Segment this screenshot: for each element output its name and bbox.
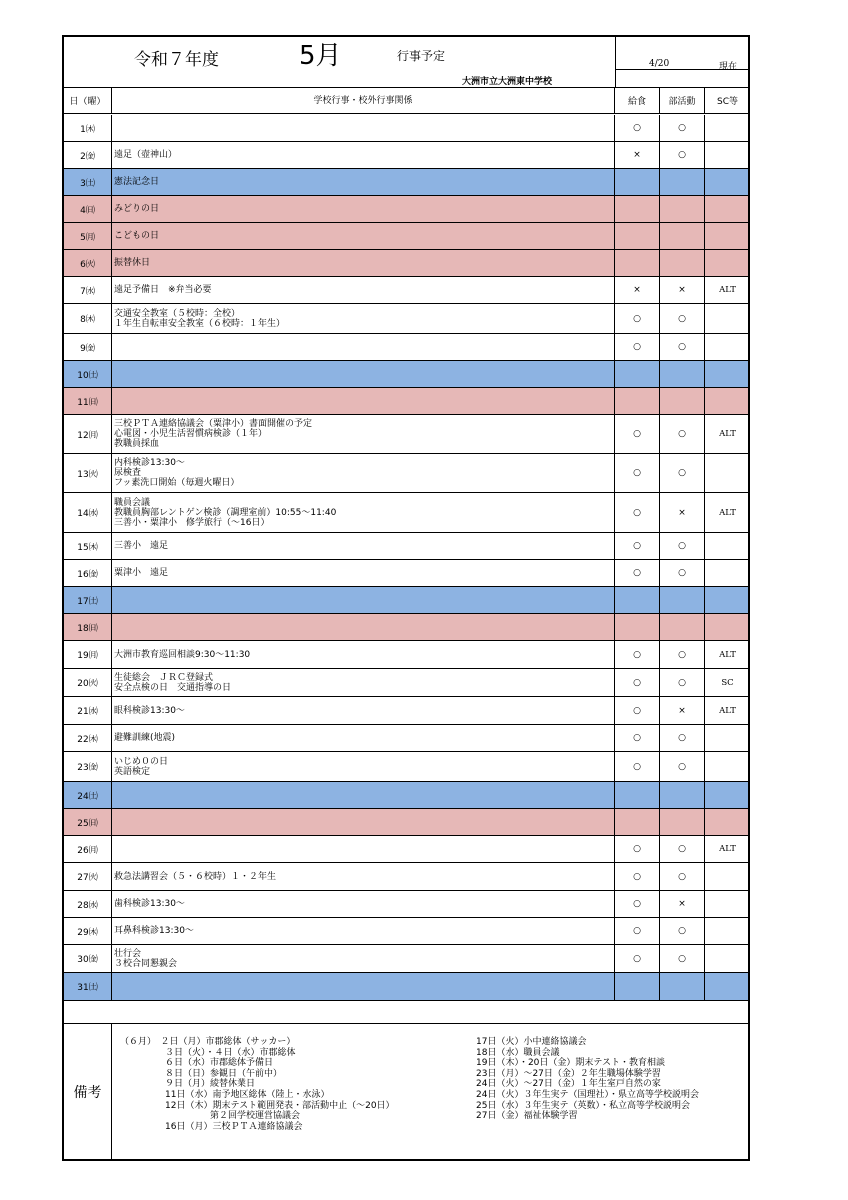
club-cell bbox=[660, 223, 705, 249]
event-line: 眼科検診13:30～ bbox=[114, 705, 185, 716]
event-line: 職員会議 bbox=[114, 497, 151, 508]
events-cell bbox=[112, 277, 615, 303]
schedule-row bbox=[64, 533, 748, 560]
schedule-row bbox=[64, 587, 748, 614]
schedule-row bbox=[64, 196, 748, 223]
day-cell: 29㈭ bbox=[64, 918, 112, 944]
day-cell: 14㈬ bbox=[64, 493, 112, 532]
sc-cell bbox=[705, 142, 750, 168]
day-cell: 4㈰ bbox=[64, 196, 112, 222]
header-day: 日（曜） bbox=[64, 88, 112, 113]
sc-cell bbox=[705, 304, 750, 333]
meal-cell bbox=[615, 809, 660, 835]
schedule-row bbox=[64, 836, 748, 863]
day-cell: 10㈯ bbox=[64, 361, 112, 387]
club-cell: ○ bbox=[660, 669, 705, 696]
event-line: 三善小・粟津小 修学旅行（～16日） bbox=[114, 517, 270, 528]
note-line: ６日（水）市郡総体予備日 bbox=[120, 1058, 274, 1069]
notes-right-column bbox=[476, 1037, 699, 1122]
day-cell: 3㈯ bbox=[64, 169, 112, 195]
event-line: 安全点検の日 交通指導の日 bbox=[114, 682, 232, 693]
sc-cell bbox=[705, 533, 750, 559]
events-cell bbox=[112, 388, 615, 414]
schedule-row bbox=[64, 863, 748, 891]
club-cell: ○ bbox=[660, 945, 705, 972]
club-cell: × bbox=[660, 891, 705, 917]
schedule-row bbox=[64, 415, 748, 454]
day-cell: 23㈮ bbox=[64, 752, 112, 781]
events-cell bbox=[112, 493, 615, 532]
meal-cell: ○ bbox=[615, 697, 660, 724]
events-cell bbox=[112, 223, 615, 249]
sc-cell bbox=[705, 560, 750, 586]
meal-cell: ○ bbox=[615, 415, 660, 453]
day-cell: 24㈯ bbox=[64, 782, 112, 808]
meal-cell bbox=[615, 782, 660, 808]
day-cell: 15㈭ bbox=[64, 533, 112, 559]
club-cell: ○ bbox=[660, 334, 705, 360]
schedule-row bbox=[64, 493, 748, 533]
notes-label: 備考 bbox=[64, 1023, 112, 1161]
events-cell bbox=[112, 863, 615, 890]
club-cell: ○ bbox=[660, 863, 705, 890]
schedule-row bbox=[64, 115, 748, 142]
note-line: ８日（日）参観日（午前中） bbox=[120, 1068, 283, 1079]
title-year: 令和７年度 bbox=[134, 50, 219, 70]
club-cell bbox=[660, 196, 705, 222]
header-meal: 給食 bbox=[615, 88, 660, 113]
event-line: 憲法記念日 bbox=[114, 177, 160, 187]
day-cell: 22㈭ bbox=[64, 725, 112, 751]
events-cell bbox=[112, 918, 615, 944]
schedule-row bbox=[64, 277, 748, 304]
meal-cell bbox=[615, 196, 660, 222]
note-line: ９日（月）綾替休業日 bbox=[120, 1079, 256, 1090]
note-line: 25日（水）３年生実テ（英数）・私立高等学校説明会 bbox=[476, 1100, 690, 1111]
event-line: 粟津小 遠足 bbox=[114, 568, 169, 578]
schedule-row bbox=[64, 454, 748, 493]
note-line: ３日（火）・４日（水）市郡総体 bbox=[120, 1047, 296, 1058]
sc-cell bbox=[705, 782, 750, 808]
meal-cell bbox=[615, 169, 660, 195]
sc-cell bbox=[705, 334, 750, 360]
event-line: 三校ＰＴＡ連絡協議会（粟津小）書面開催の予定 bbox=[114, 419, 313, 429]
as-of-divider bbox=[615, 69, 750, 70]
sc-cell: ALT bbox=[719, 705, 736, 716]
events-cell bbox=[112, 304, 615, 333]
event-line: 内科検診13:30～ bbox=[114, 458, 185, 468]
sc-cell bbox=[705, 454, 750, 492]
meal-cell: ○ bbox=[615, 115, 660, 141]
header-sc: SC等 bbox=[717, 97, 738, 107]
events-cell bbox=[112, 454, 615, 492]
schedule-sheet bbox=[62, 35, 750, 1161]
meal-cell: ○ bbox=[615, 493, 660, 532]
sc-cell bbox=[705, 388, 750, 414]
events-cell bbox=[112, 415, 615, 453]
sc-cell: ALT bbox=[719, 285, 736, 295]
event-line: 心電図・小児生活習慣病検診（１年） bbox=[114, 429, 268, 439]
events-cell bbox=[112, 614, 615, 640]
sc-cell: ALT bbox=[719, 844, 736, 854]
note-line: 11日（水）南予地区総体（陸上・水泳） bbox=[120, 1089, 330, 1100]
header-club: 部活動 bbox=[660, 88, 705, 113]
day-cell: 25㈰ bbox=[64, 809, 112, 835]
club-cell: ○ bbox=[660, 415, 705, 453]
note-line: 24日（火）～27日（金）１年生室戸自然の家 bbox=[476, 1079, 661, 1090]
sc-cell bbox=[705, 863, 750, 890]
note-line: 19日（木）・20日（金）期末テスト・教育相談 bbox=[476, 1058, 666, 1069]
day-cell: 19㈪ bbox=[64, 641, 112, 668]
events-cell bbox=[112, 891, 615, 917]
as-of-date: 4/20 bbox=[649, 59, 670, 69]
events-cell bbox=[112, 669, 615, 696]
meal-cell: ○ bbox=[615, 891, 660, 917]
sc-cell: ALT bbox=[719, 429, 736, 439]
school-name: 大洲市立大洲東中学校 bbox=[462, 77, 553, 87]
sc-cell bbox=[705, 973, 750, 1000]
event-line: みどりの日 bbox=[114, 204, 160, 214]
club-cell bbox=[660, 250, 705, 276]
event-line: ３校合同懇親会 bbox=[114, 958, 178, 969]
club-cell: ○ bbox=[660, 454, 705, 492]
event-line: 尿検査 bbox=[114, 468, 142, 478]
event-line: 英語検定 bbox=[114, 766, 151, 777]
as-of-label: 現在 bbox=[719, 62, 738, 72]
day-cell: 7㈬ bbox=[64, 277, 112, 303]
meal-cell: ○ bbox=[615, 454, 660, 492]
sc-cell bbox=[705, 196, 750, 222]
day-cell: 5㈪ bbox=[64, 223, 112, 249]
schedule-row bbox=[64, 169, 748, 196]
event-line: いじめ０の日 bbox=[114, 756, 169, 767]
event-line: 教職員胸部レントゲン検診（調理室前）10:55～11:40 bbox=[114, 507, 337, 518]
note-line: 12日（木）期末テスト範囲発表・部活動中止（～20日） bbox=[120, 1100, 395, 1111]
sc-cell bbox=[705, 891, 750, 917]
club-cell: ○ bbox=[660, 725, 705, 751]
day-cell: 18㈰ bbox=[64, 614, 112, 640]
schedule-row bbox=[64, 891, 748, 918]
day-cell: 2㈮ bbox=[64, 142, 112, 168]
events-cell bbox=[112, 945, 615, 972]
note-line: 16日（月）三校ＰＴＡ連絡協議会 bbox=[120, 1121, 303, 1132]
note-line: 27日（金）福祉体験学習 bbox=[476, 1111, 578, 1122]
note-line: 17日（火）小中連絡協議会 bbox=[476, 1037, 587, 1047]
sc-cell bbox=[705, 223, 750, 249]
event-line: フッ素洗口開始（毎週火曜日） bbox=[114, 478, 240, 488]
club-cell: × bbox=[660, 277, 705, 303]
sc-cell bbox=[705, 250, 750, 276]
schedule-row bbox=[64, 142, 748, 169]
event-line: 歯科検診13:30～ bbox=[114, 899, 185, 909]
sc-cell bbox=[705, 115, 750, 141]
schedule-row bbox=[64, 388, 748, 415]
meal-cell: ○ bbox=[615, 918, 660, 944]
club-cell bbox=[660, 614, 705, 640]
events-cell bbox=[112, 836, 615, 862]
day-cell: 27㈫ bbox=[64, 863, 112, 890]
club-cell: ○ bbox=[660, 304, 705, 333]
day-cell: 1㈭ bbox=[64, 115, 112, 141]
event-line: 生徒総会 ＪＲＣ登録式 bbox=[114, 672, 214, 683]
events-cell bbox=[112, 973, 615, 1000]
note-line: 23日（月）～27日（金）２年生職場体験学習 bbox=[476, 1068, 661, 1079]
event-line: 大洲市教育巡回相談9:30～11:30 bbox=[114, 649, 251, 660]
sc-cell bbox=[705, 169, 750, 195]
event-line: 避難訓練(地震) bbox=[114, 733, 176, 743]
event-line: 教職員採血 bbox=[114, 439, 160, 449]
title-type: 行事予定 bbox=[397, 49, 446, 63]
events-cell bbox=[112, 782, 615, 808]
club-cell: ○ bbox=[660, 115, 705, 141]
notes-left-column bbox=[120, 1037, 395, 1132]
sc-cell bbox=[705, 945, 750, 972]
events-cell bbox=[112, 697, 615, 724]
schedule-row bbox=[64, 641, 748, 669]
schedule-row bbox=[64, 973, 748, 1001]
club-cell bbox=[660, 587, 705, 613]
club-cell bbox=[660, 361, 705, 387]
events-cell bbox=[112, 142, 615, 168]
events-cell bbox=[112, 725, 615, 751]
club-cell: ○ bbox=[660, 142, 705, 168]
schedule-row bbox=[64, 560, 748, 587]
meal-cell bbox=[615, 361, 660, 387]
schedule-row bbox=[64, 223, 748, 250]
title-divider bbox=[615, 37, 616, 87]
day-cell: 13㈫ bbox=[64, 454, 112, 492]
schedule-row bbox=[64, 752, 748, 782]
events-cell bbox=[112, 250, 615, 276]
event-line: 遠足（壺神山） bbox=[114, 150, 178, 160]
meal-cell: ○ bbox=[615, 334, 660, 360]
meal-cell: ○ bbox=[615, 533, 660, 559]
schedule-row bbox=[64, 361, 748, 388]
sc-cell bbox=[705, 614, 750, 640]
meal-cell: × bbox=[615, 142, 660, 168]
day-cell: 11㈰ bbox=[64, 388, 112, 414]
meal-cell bbox=[615, 388, 660, 414]
club-cell: ○ bbox=[660, 641, 705, 668]
meal-cell bbox=[615, 223, 660, 249]
schedule-row bbox=[64, 782, 748, 809]
day-cell: 31㈯ bbox=[64, 973, 112, 1000]
club-cell bbox=[660, 169, 705, 195]
day-cell: 21㈬ bbox=[64, 697, 112, 724]
events-cell bbox=[112, 560, 615, 586]
schedule-row bbox=[64, 725, 748, 752]
event-line: 耳鼻科検診13:30～ bbox=[114, 926, 194, 936]
events-cell bbox=[112, 196, 615, 222]
club-cell: ○ bbox=[660, 836, 705, 862]
sc-cell: ALT bbox=[719, 507, 736, 518]
meal-cell: ○ bbox=[615, 863, 660, 890]
day-cell: 30㈮ bbox=[64, 945, 112, 972]
meal-cell: ○ bbox=[615, 669, 660, 696]
schedule-row bbox=[64, 334, 748, 361]
note-line: 18日（水）職員会議 bbox=[476, 1047, 560, 1058]
club-cell: ○ bbox=[660, 560, 705, 586]
meal-cell: ○ bbox=[615, 945, 660, 972]
note-line: 第２回学校運営協議会 bbox=[120, 1111, 301, 1122]
column-header-row bbox=[64, 88, 748, 114]
event-line: 三善小 遠足 bbox=[114, 541, 169, 551]
sc-cell bbox=[705, 587, 750, 613]
meal-cell: ○ bbox=[615, 836, 660, 862]
schedule-row bbox=[64, 614, 748, 641]
events-cell bbox=[112, 115, 615, 141]
club-cell: ○ bbox=[660, 918, 705, 944]
event-line: こどもの日 bbox=[114, 231, 160, 241]
day-cell: 12㈪ bbox=[64, 415, 112, 453]
schedule-row bbox=[64, 697, 748, 725]
events-cell bbox=[112, 752, 615, 781]
sc-cell bbox=[705, 752, 750, 781]
events-cell bbox=[112, 361, 615, 387]
meal-cell bbox=[615, 587, 660, 613]
title-month: 5月 bbox=[299, 41, 342, 71]
events-cell bbox=[112, 809, 615, 835]
meal-cell: ○ bbox=[615, 641, 660, 668]
event-line: 振替休日 bbox=[114, 258, 151, 268]
club-cell bbox=[660, 973, 705, 1000]
schedule-row bbox=[64, 945, 748, 973]
day-cell: 8㈭ bbox=[64, 304, 112, 333]
events-cell bbox=[112, 533, 615, 559]
day-cell: 17㈯ bbox=[64, 587, 112, 613]
sc-cell bbox=[705, 361, 750, 387]
meal-cell bbox=[615, 250, 660, 276]
meal-cell bbox=[615, 614, 660, 640]
events-cell bbox=[112, 334, 615, 360]
club-cell: ○ bbox=[660, 533, 705, 559]
events-cell bbox=[112, 641, 615, 668]
day-cell: 28㈬ bbox=[64, 891, 112, 917]
event-line: 遠足予備日 ※弁当必要 bbox=[114, 285, 212, 295]
club-cell: ○ bbox=[660, 752, 705, 781]
meal-cell: ○ bbox=[615, 752, 660, 781]
event-line: 壮行会 bbox=[114, 948, 142, 959]
day-cell: 26㈪ bbox=[64, 836, 112, 862]
meal-cell: ○ bbox=[615, 304, 660, 333]
note-line: 24日（火）３年生実テ（国理社）・県立高等学校説明会 bbox=[476, 1089, 699, 1100]
sc-cell bbox=[705, 809, 750, 835]
event-line: 救急法講習会（５・６校時）１・２年生 bbox=[114, 871, 277, 882]
club-cell bbox=[660, 782, 705, 808]
schedule-row bbox=[64, 669, 748, 697]
events-cell bbox=[112, 169, 615, 195]
schedule-row bbox=[64, 809, 748, 836]
meal-cell: ○ bbox=[615, 725, 660, 751]
meal-cell: ○ bbox=[615, 560, 660, 586]
header-events: 学校行事・校外行事関係 bbox=[112, 88, 615, 113]
club-cell bbox=[660, 388, 705, 414]
events-cell bbox=[112, 587, 615, 613]
club-cell: × bbox=[660, 493, 705, 532]
schedule-row bbox=[64, 250, 748, 277]
day-cell: 16㈮ bbox=[64, 560, 112, 586]
sc-cell: SC bbox=[721, 677, 734, 688]
event-line: 交通安全教室（５校時：全校） bbox=[114, 308, 241, 319]
meal-cell: × bbox=[615, 277, 660, 303]
meal-cell bbox=[615, 973, 660, 1000]
day-cell: 20㈫ bbox=[64, 669, 112, 696]
notes-top-rule bbox=[64, 1023, 748, 1024]
sc-cell bbox=[705, 725, 750, 751]
sc-cell: ALT bbox=[719, 649, 736, 660]
schedule-row bbox=[64, 918, 748, 945]
club-cell: × bbox=[660, 697, 705, 724]
day-cell: 6㈫ bbox=[64, 250, 112, 276]
note-line: （６月） ２日（月）市郡総体（サッカー） bbox=[120, 1037, 296, 1047]
day-cell: 9㈮ bbox=[64, 334, 112, 360]
sc-cell bbox=[705, 918, 750, 944]
schedule-row bbox=[64, 304, 748, 334]
club-cell bbox=[660, 809, 705, 835]
event-line: １年生自転車安全教室（６校時：１年生） bbox=[114, 318, 286, 329]
